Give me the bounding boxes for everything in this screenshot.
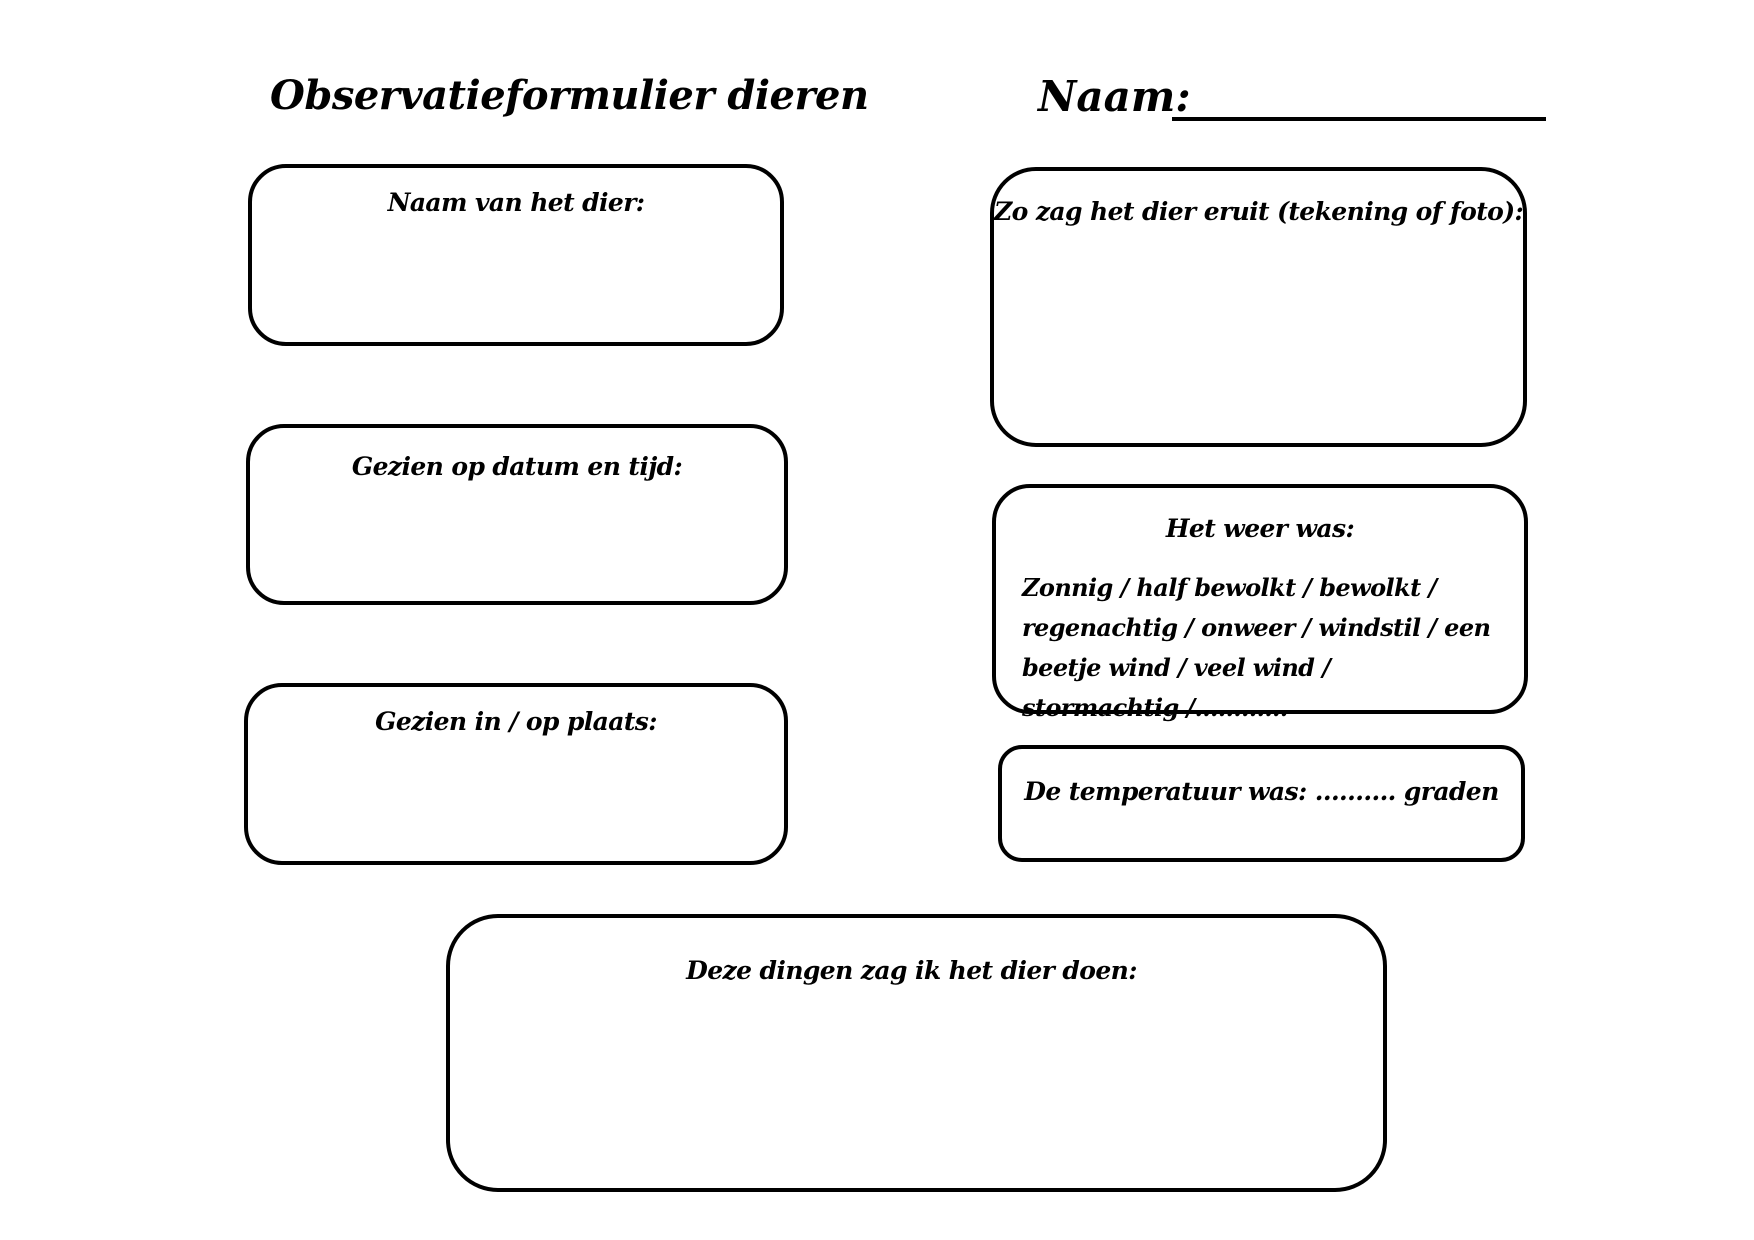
name-write-line[interactable]	[1172, 117, 1546, 121]
animal-name-label: Naam van het dier:	[387, 188, 645, 217]
drawing-box[interactable]	[990, 167, 1527, 447]
form-title: Observatieformulier dieren	[270, 72, 869, 119]
date-time-label: Gezien op datum en tijd:	[351, 452, 683, 481]
temperature-label: De temperatuur was: .......... graden	[1024, 777, 1499, 806]
drawing-label: Zo zag het dier eruit (tekening of foto):	[994, 197, 1524, 226]
place-box[interactable]	[244, 683, 788, 865]
name-label: Naam:	[1038, 72, 1191, 121]
behaviour-label: Deze dingen zag ik het dier doen:	[686, 956, 1137, 985]
weather-options-text: Zonnig / half bewolkt / bewolkt / regenachtig / onweer / windstil / een beetje wind / veel wind / stormachtig /............	[1022, 573, 1491, 722]
temperature-box[interactable]	[998, 745, 1525, 862]
place-label: Gezien in / op plaats:	[375, 707, 657, 736]
date-time-box[interactable]	[246, 424, 788, 605]
weather-label: Het weer was:	[1165, 514, 1355, 543]
weather-box[interactable]	[992, 484, 1528, 722]
behaviour-box[interactable]	[446, 914, 1387, 1192]
animal-name-box[interactable]	[248, 164, 784, 346]
